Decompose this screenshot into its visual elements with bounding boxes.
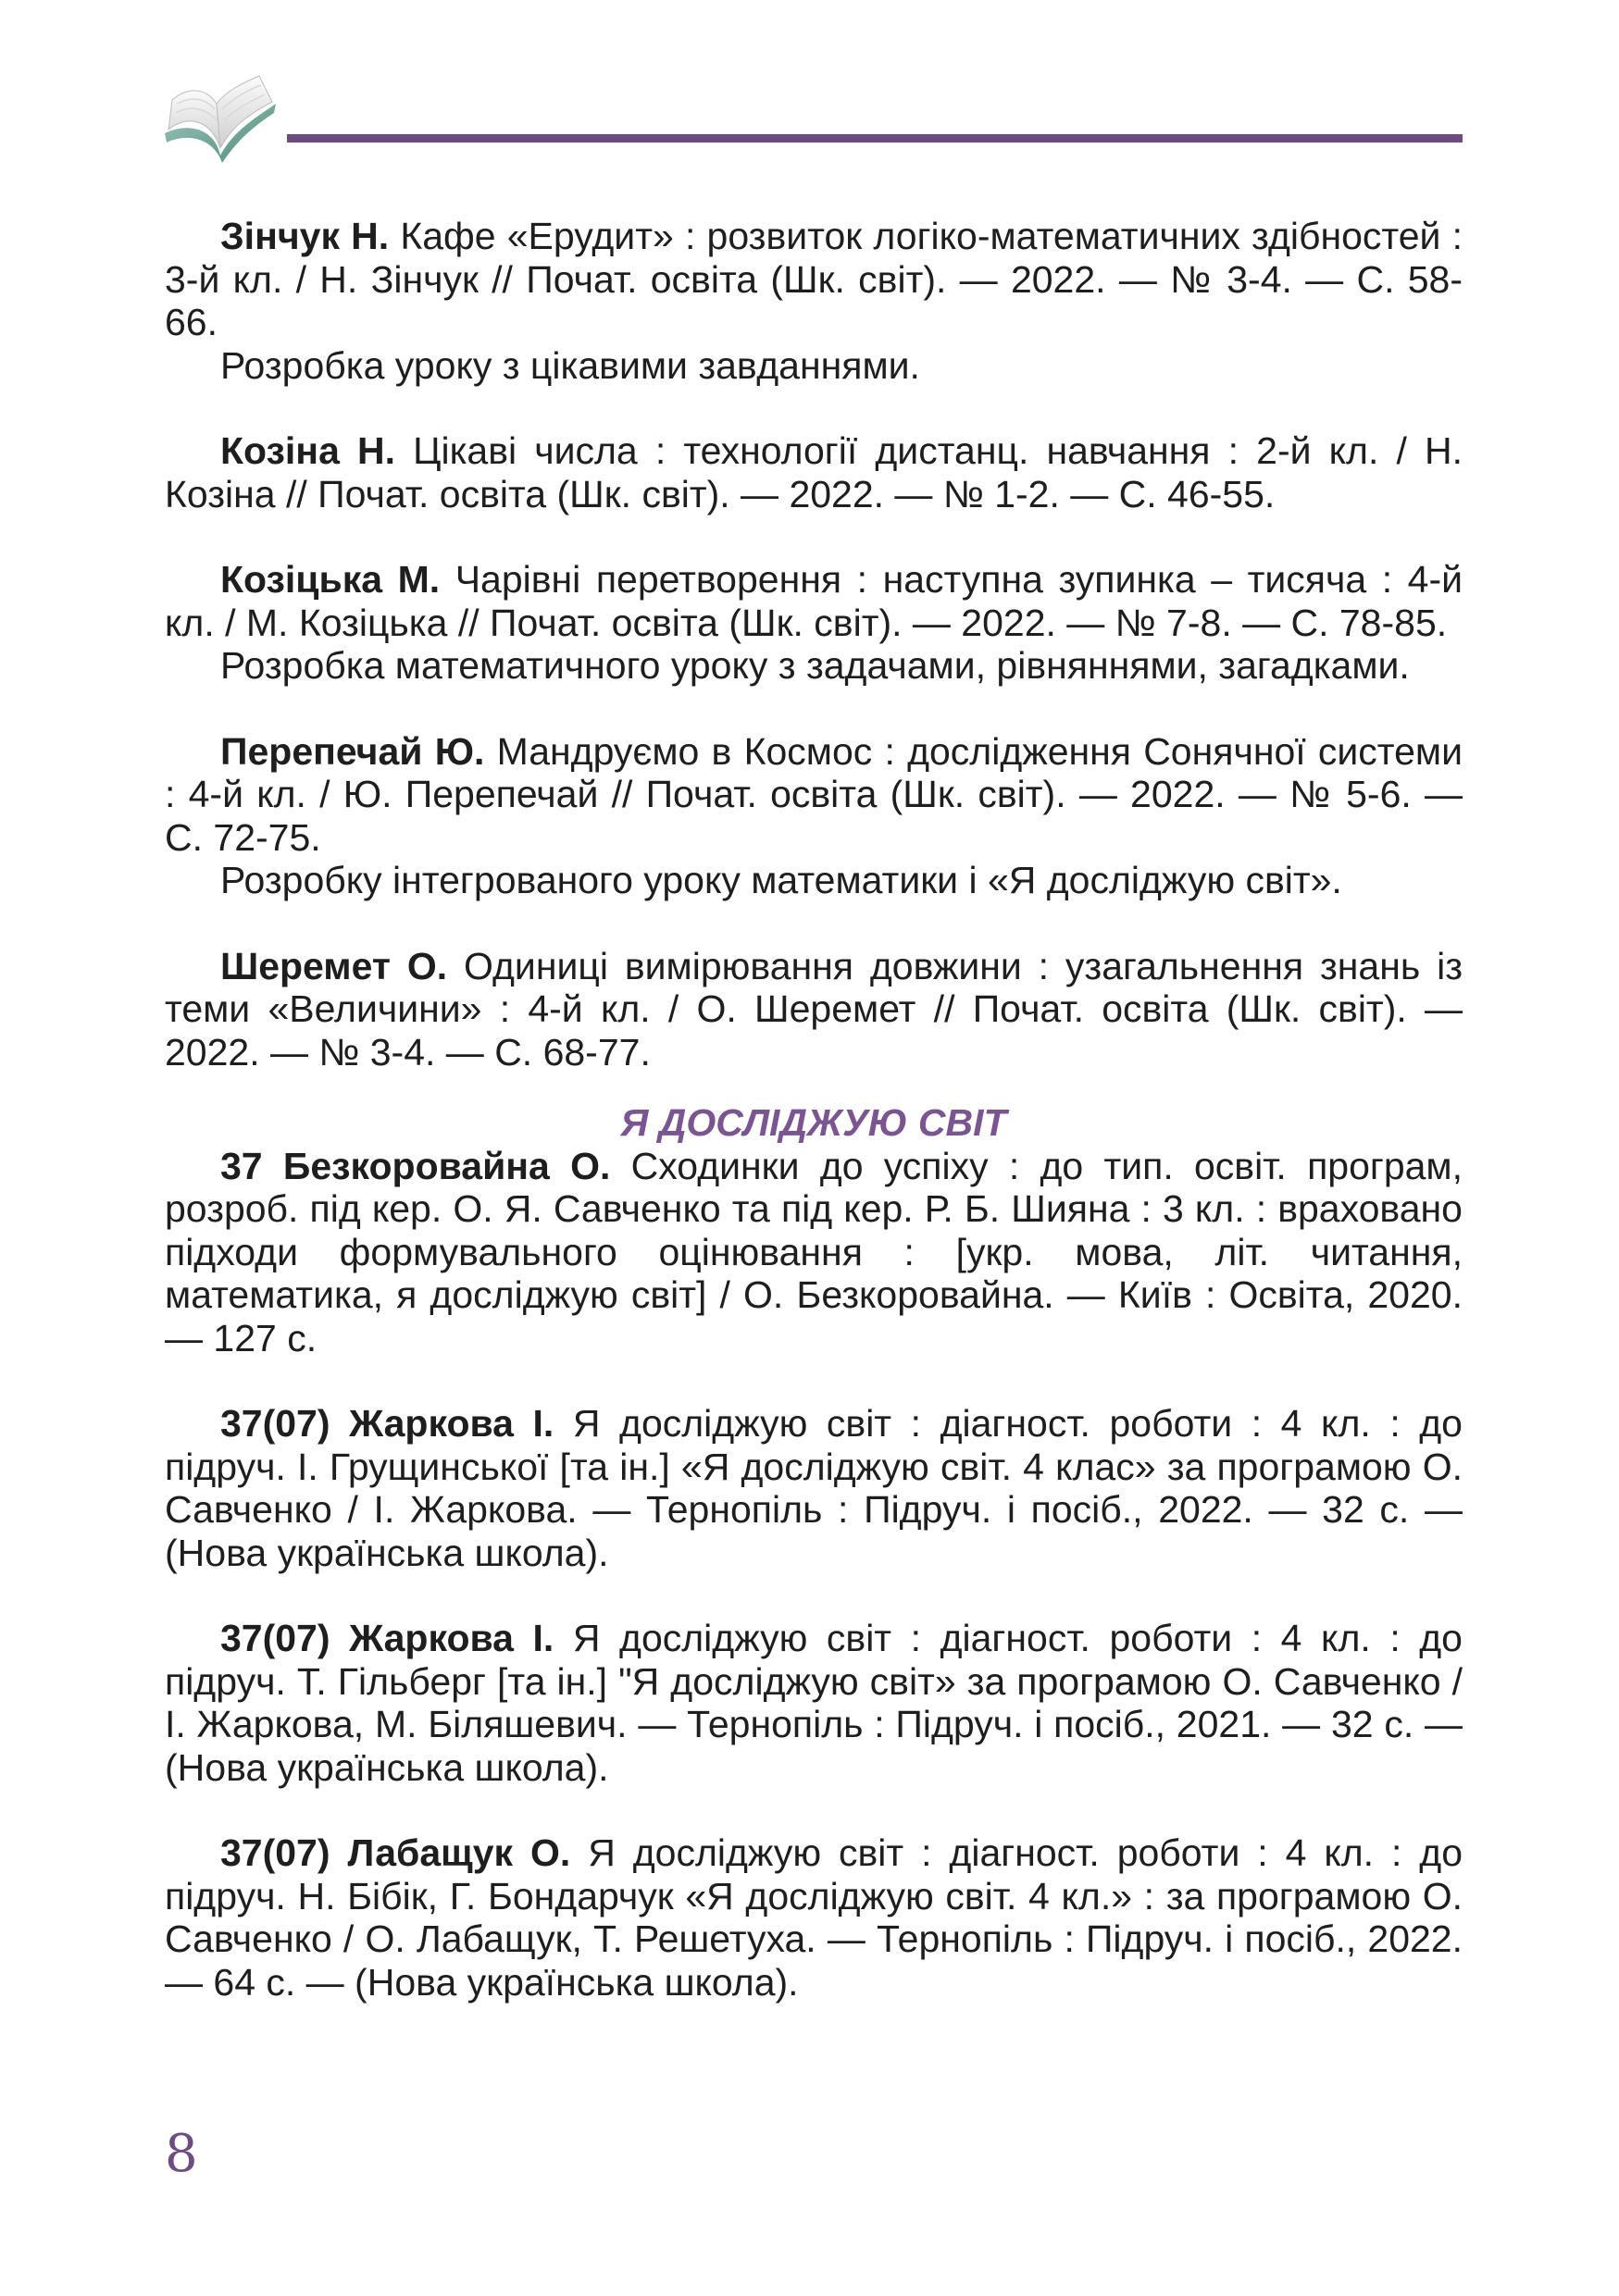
bibliography-list <box>165 215 1463 2046</box>
entry-author: Перепечай Ю. <box>220 729 485 773</box>
page-number: 8 <box>165 2124 198 2184</box>
bibliography-entry <box>165 1145 1463 1360</box>
bibliography-entry <box>165 730 1463 902</box>
entry-text: Я досліджую світ : діагност. роботи : 4 кл. : до підруч. І. Грущинської [та ін.] «Я досліджую світ. 4 клас» за програмою О. Савченко / І. Жаркова. — Тернопіль : Підруч. і посіб., 2022. — 32 с. — (Нова українська школа). <box>165 1402 1463 1574</box>
entry-text: Я досліджую світ : діагност. роботи : 4 кл. : до підруч. Н. Бібік, Г. Бондарчук «Я досліджую світ. 4 кл.» : за програмою О. Савченко / О. Лабащук, Т. Решетуха. — Тернопіль : Підруч. і посіб., 2022. — 64 с. — (Нова українська школа). <box>165 1831 1463 2004</box>
entry-text: Цікаві числа : технології дистанц. навчання : 2-й кл. / Н. Козіна // Почат. освіта (Шк. світ). — 2022. — № 1-2. — С. 46-55. <box>165 429 1463 515</box>
entry-author: 37(07) Жаркова І. <box>220 1402 554 1445</box>
entry-author: Козіна Н. <box>220 429 395 472</box>
bibliography-entry <box>165 1617 1463 1789</box>
entry-author: Зінчук Н. <box>220 215 390 257</box>
bibliography-entry <box>165 558 1463 688</box>
entry-text: Чарівні перетворення : наступна зупинка – тисяча : 4-й кл. / М. Козіцька // Почат. освіта (Шк. світ). — 2022. — № 7-8. — С. 78-85. <box>165 558 1463 644</box>
entry-text: Сходинки до успіху : до тип. освіт. програм, розроб. під кер. О. Я. Савченко та під кер. Р. Б. Шияна : 3 кл. : враховано підходи формувального оцінювання : [укр. мова, літ. читання, математика, я досліджую світ] / О. Безкоровайна. — Київ : Освіта, 2020. — 127 с. <box>165 1144 1463 1359</box>
entry-note: Розробка математичного уроку з задачами, рівняннями, загадками. <box>220 644 1410 687</box>
entry-text: Мандруємо в Космос : дослідження Сонячної системи : 4-й кл. / Ю. Перепечай // Почат. освіта (Шк. світ). — 2022. — № 5-6. — С. 72-75. <box>165 729 1463 859</box>
entry-note: Розробка уроку з цікавими завданнями. <box>220 343 920 387</box>
entry-author: 37 Безкоровайна О. <box>220 1144 611 1187</box>
entry-author: Козіцька М. <box>220 558 441 601</box>
bibliography-entry <box>165 1831 1463 2004</box>
header-rule <box>287 134 1463 143</box>
entry-author: 37(07) Жаркова І. <box>220 1617 554 1659</box>
bibliography-entry <box>165 1402 1463 1574</box>
entry-note: Розробку інтегрованого уроку математики і «Я досліджую світ». <box>220 859 1342 901</box>
bibliography-entry <box>165 215 1463 387</box>
entry-author: 37(07) Лабащук О. <box>220 1831 571 1874</box>
open-book-icon <box>159 67 280 168</box>
entry-author: Шеремет О. <box>220 944 448 987</box>
entry-text: Одиниці вимірювання довжини : узагальнення знань із теми «Величини» : 4-й кл. / О. Шеремет // Почат. освіта (Шк. світ). — 2022. — № 3-4. — С. 68-77. <box>165 944 1463 1074</box>
bibliography-entry <box>165 429 1463 515</box>
bibliography-entry <box>165 945 1463 1074</box>
entry-text: Кафе «Ерудит» : розвиток логіко-математичних здібностей : 3-й кл. / Н. Зінчук // Почат. освіта (Шк. світ). — 2022. — № 3-4. — С. 58-66. <box>165 215 1463 343</box>
section-heading: Я ДОСЛІДЖУЮ СВІТ <box>620 1101 1007 1144</box>
entry-text: Я досліджую світ : діагност. роботи : 4 кл. : до підруч. Т. Гільберг [та ін.] "Я досліджую світ» за програмою О. Савченко / І. Жаркова, М. Біляшевич. — Тернопіль : Підруч. і посіб., 2021. — 32 с. — (Нова українська школа). <box>165 1617 1463 1789</box>
